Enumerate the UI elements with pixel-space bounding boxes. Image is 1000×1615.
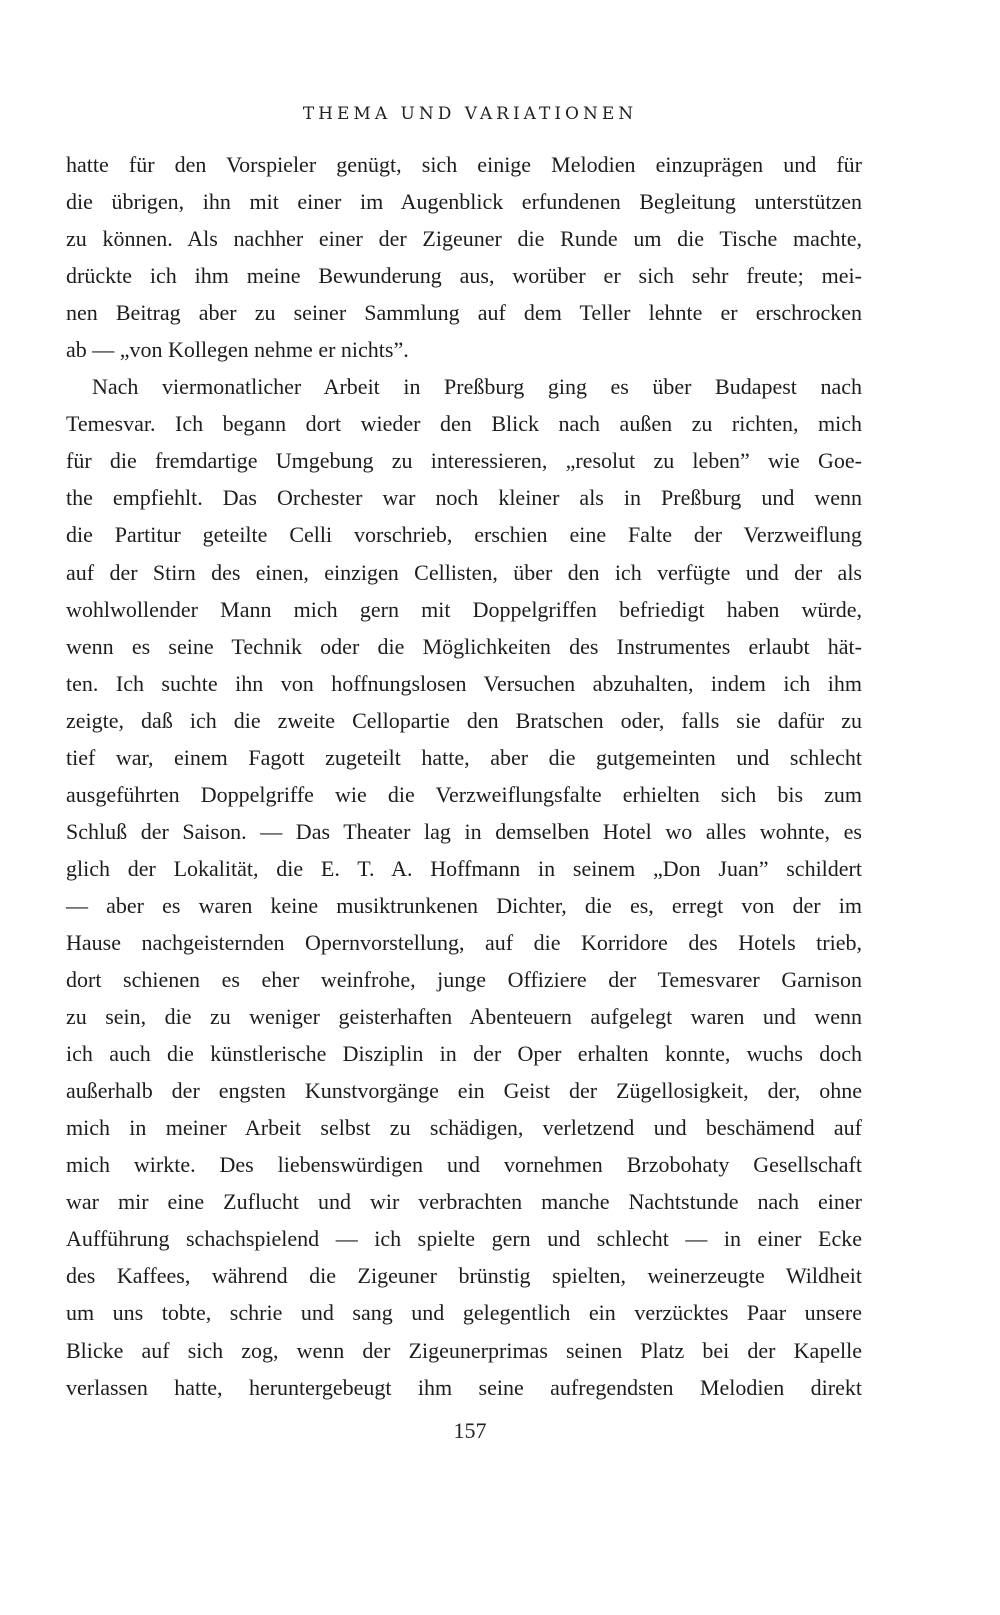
text-line: Nach viermonatlicher Arbeit in Preßburg ging es über Budapest nach [92, 374, 862, 400]
text-line: außerhalb der engsten Kunstvorgänge ein Geist der Zügellosigkeit, der, ohne [66, 1078, 862, 1104]
text-line: glich der Lokalität, die E. T. A. Hoffmann in seinem „Don Juan” schildert [66, 855, 862, 881]
text-line: ausgeführten Doppelgriffe wie die Verzweiflungsfalte erhielten sich bis zum [66, 781, 862, 807]
text-line: um uns tobte, schrie und sang und gelegentlich ein verzücktes Paar unsere [66, 1300, 862, 1326]
text-line: dort schienen es eher weinfrohe, junge Offiziere der Temesvarer Garnison [66, 967, 862, 993]
text-line: für die fremdartige Umgebung zu interessieren, „resolut zu leben” wie Goe- [66, 448, 862, 474]
text-line: hatte für den Vorspieler genügt, sich einige Melodien einzuprägen und für [66, 152, 862, 177]
text-line: Hause nachgeisternden Opernvorstellung, auf die Korridore des Hotels trieb, [66, 929, 862, 955]
text-line: war mir eine Zuflucht und wir verbrachten manche Nachtstunde nach einer [66, 1189, 862, 1215]
text-line: des Kaffees, während die Zigeuner brünstig spielten, weinerzeugte Wildheit [66, 1263, 862, 1289]
body-text [66, 146, 862, 1406]
text-line: zu können. Als nachher einer der Zigeuner die Runde um die Tische machte, [66, 226, 862, 252]
text-line: ten. Ich suchte ihn von hoffnungslosen Versuchen abzuhalten, indem ich ihm [66, 670, 862, 696]
text-line: the empfiehlt. Das Orchester war noch kleiner als in Preßburg und wenn [66, 485, 862, 511]
text-line: Temesvar. Ich begann dort wieder den Blick nach außen zu richten, mich [66, 411, 862, 437]
text-line: tief war, einem Fagott zugeteilt hatte, aber die gutgemeinten und schlecht [66, 744, 862, 770]
text-line: Schluß der Saison. — Das Theater lag in demselben Hotel wo alles wohnte, es [66, 818, 862, 844]
text-line: nen Beitrag aber zu seiner Sammlung auf dem Teller lehnte er erschrocken [66, 300, 862, 326]
text-line: verlassen hatte, heruntergebeugt ihm seine aufregendsten Melodien direkt [66, 1374, 862, 1400]
page-number: 157 [453, 1418, 487, 1443]
text-line: wohlwollender Mann mich gern mit Doppelgriffen befriedigt haben würde, [66, 596, 862, 622]
text-line: mich wirkte. Des liebenswürdigen und vornehmen Brzobohaty Gesellschaft [66, 1152, 862, 1178]
text-line: Blicke auf sich zog, wenn der Zigeunerprimas seinen Platz bei der Kapelle [66, 1337, 862, 1363]
text-line: drückte ich ihm meine Bewunderung aus, worüber er sich sehr freute; mei- [66, 263, 862, 289]
text-line: wenn es seine Technik oder die Möglichkeiten des Instrumentes erlaubt hät- [66, 633, 862, 659]
running-head: THEMA UND VARIATIONEN [302, 104, 638, 124]
text-line: die übrigen, ihn mit einer im Augenblick erfundenen Begleitung unterstützen [66, 189, 862, 215]
text-line: auf der Stirn des einen, einzigen Cellisten, über den ich verfügte und der als [66, 559, 862, 585]
text-line: — aber es waren keine musiktrunkenen Dichter, die es, erregt von der im [66, 892, 862, 918]
text-line: Aufführung schachspielend — ich spielte gern und schlecht — in einer Ecke [66, 1226, 862, 1252]
text-line: ab — „von Kollegen nehme er nichts”. [66, 337, 409, 363]
text-line: die Partitur geteilte Celli vorschrieb, erschien eine Falte der Verzweiflung [66, 522, 862, 548]
text-line: ich auch die künstlerische Disziplin in der Oper erhalten konnte, wuchs doch [66, 1041, 862, 1067]
text-line: zeigte, daß ich die zweite Cellopartie den Bratschen oder, falls sie dafür zu [66, 707, 862, 733]
text-line: zu sein, die zu weniger geisterhaften Abenteuern aufgelegt waren und wenn [66, 1004, 862, 1030]
text-line: mich in meiner Arbeit selbst zu schädigen, verletzend und beschämend auf [66, 1115, 862, 1141]
